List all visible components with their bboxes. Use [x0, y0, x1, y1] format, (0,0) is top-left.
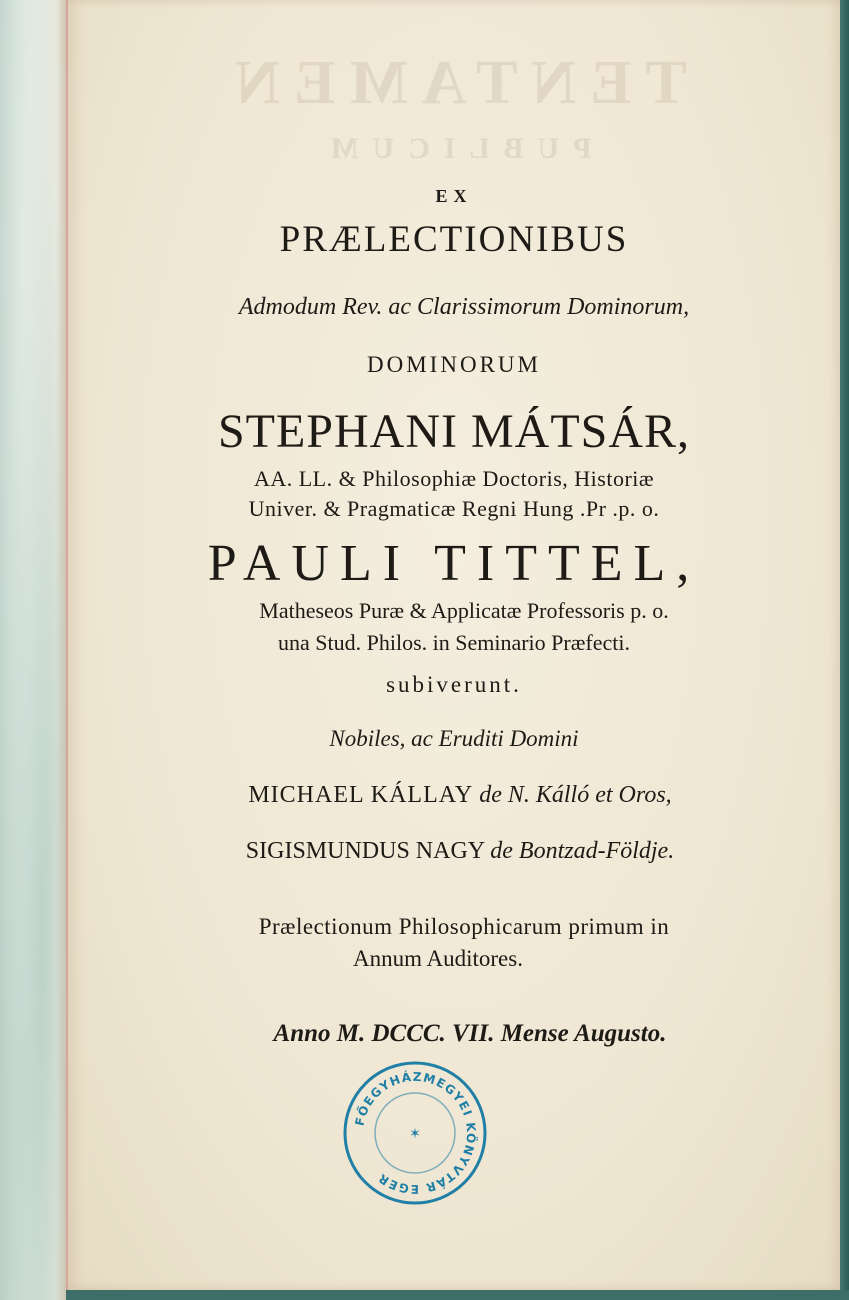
show-through-subtitle: PUBLICUM [316, 132, 592, 165]
nobiles-line: Nobiles, ac Eruditi Domini [329, 726, 579, 751]
pauli-tittel-name: PAULI TITTEL, [207, 535, 701, 592]
date-line: Anno M. DCCC. VII. Mense Augusto. [273, 1020, 667, 1047]
sigismundus-name: SIGISMUNDUS NAGY [245, 838, 485, 864]
subiverunt-line: subiverunt. [386, 672, 522, 697]
stamp-text: FŐEGYHÁZMEGYEI KÖNYVTÁR EGER [352, 1069, 479, 1197]
stamp-star-icon: ✶ [409, 1126, 421, 1142]
heading-praelectionibus: PRÆLECTIONIBUS [279, 219, 629, 260]
michael-kallay-line [74, 782, 846, 809]
michael-place: de N. Kálló et Oros, [479, 782, 672, 808]
pauli-title-line-2: una Stud. Philos. in Seminario Præfecti. [278, 630, 630, 655]
library-stamp [340, 1058, 490, 1208]
michael-name: MICHAEL KÁLLAY [248, 782, 474, 808]
stephani-matsar-name: STEPHANI MÁTSÁR, [217, 405, 691, 458]
pauli-title-line-1: Matheseos Puræ & Applicatæ Professoris p. o. [259, 598, 669, 623]
book-binding [0, 0, 70, 1300]
praelectionum-line: Prælectionum Philosophicarum primum in [258, 914, 670, 939]
admodum-line: Admodum Rev. ac Clarissimorum Dominorum, [238, 294, 690, 320]
sigismundus-nagy-line [74, 838, 846, 865]
heading-ex: EX [435, 186, 473, 206]
annum-auditores-line: Annum Auditores. [353, 946, 523, 971]
stephani-title-line-2: Univer. & Pragmaticæ Regni Hung .Pr .p. o. [248, 496, 660, 521]
dominorum-heading: DOMINORUM [367, 352, 541, 377]
sigismundus-place: de Bontzad-Földje. [490, 838, 675, 864]
show-through-title: TENTAMEN [221, 49, 687, 117]
book-cover-bottom [66, 1290, 849, 1300]
stephani-title-line-1: AA. LL. & Philosophiæ Doctoris, Historiæ [253, 466, 655, 491]
title-page [66, 0, 840, 1290]
